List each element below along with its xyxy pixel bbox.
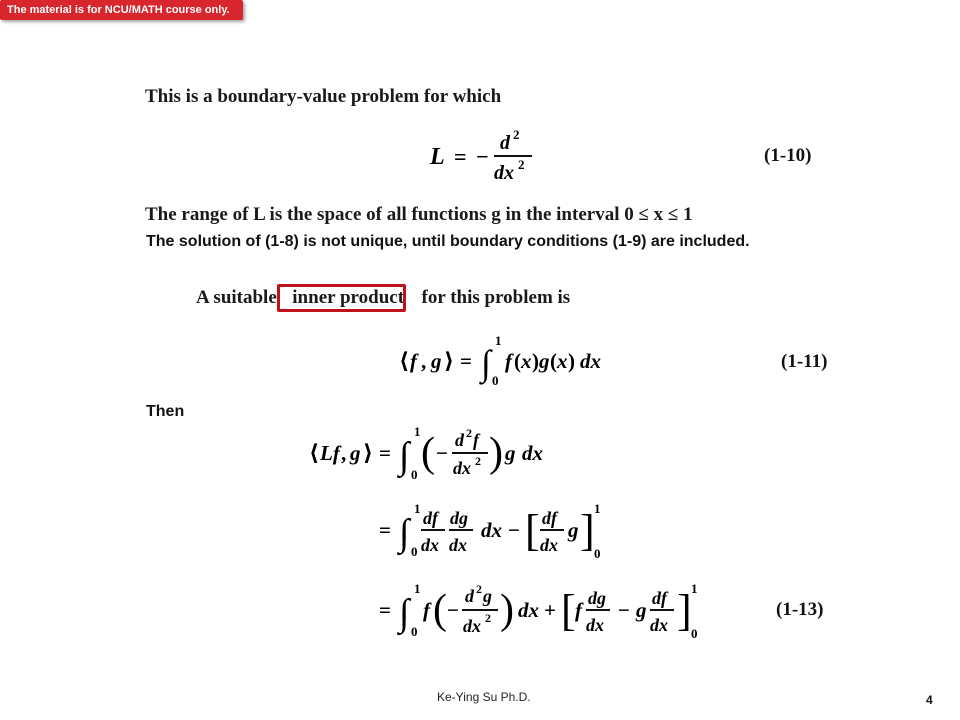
svg-text:∫: ∫ bbox=[399, 435, 410, 477]
svg-text:(: ( bbox=[514, 349, 521, 373]
svg-text:f: f bbox=[505, 349, 512, 373]
equation-number-1-11: (1-11) bbox=[781, 351, 828, 372]
svg-text:dg: dg bbox=[450, 508, 468, 528]
svg-text:=: = bbox=[379, 598, 391, 622]
svg-text:⟩: ⟩ bbox=[363, 440, 374, 465]
svg-text:0: 0 bbox=[691, 626, 698, 641]
svg-text:g: g bbox=[539, 349, 550, 373]
svg-text:g: g bbox=[636, 598, 647, 622]
svg-text:g: g bbox=[431, 349, 442, 373]
svg-text:∫: ∫ bbox=[399, 592, 410, 634]
highlight-box bbox=[277, 284, 406, 312]
inner-product-prefix: A suitable bbox=[196, 287, 277, 308]
equation-1-11 bbox=[395, 330, 615, 390]
svg-text:x: x bbox=[557, 349, 568, 373]
svg-text:dx: dx bbox=[540, 535, 558, 555]
svg-text:df: df bbox=[423, 508, 438, 528]
range-text: The range of L is the space of all functions g in the interval 0 ≤ x ≤ 1 bbox=[145, 204, 693, 225]
svg-text:2: 2 bbox=[475, 454, 481, 468]
svg-text:−: − bbox=[447, 598, 459, 622]
then-label: Then bbox=[146, 403, 185, 420]
svg-text:2: 2 bbox=[485, 611, 491, 625]
equation-number-1-13: (1-13) bbox=[776, 599, 824, 620]
svg-text:,: , bbox=[341, 441, 347, 465]
equation-line-2 bbox=[375, 495, 615, 570]
equation-number-1-10: (1-10) bbox=[764, 145, 812, 166]
svg-text:−: − bbox=[508, 518, 520, 542]
svg-text:f: f bbox=[575, 598, 582, 622]
svg-text:dx: dx bbox=[421, 535, 439, 555]
footer-author: Ke-Ying Su Ph.D. bbox=[437, 690, 531, 704]
svg-text:d: d bbox=[500, 132, 510, 154]
svg-text:1: 1 bbox=[414, 501, 421, 516]
svg-text:,: , bbox=[421, 349, 427, 373]
svg-text:d: d bbox=[455, 430, 464, 450]
svg-text:dx: dx bbox=[449, 535, 467, 555]
svg-text:): ) bbox=[489, 430, 503, 476]
svg-text:g: g bbox=[568, 518, 579, 542]
svg-text:2: 2 bbox=[518, 157, 525, 172]
svg-text:): ) bbox=[568, 349, 575, 373]
svg-text:L: L bbox=[430, 144, 445, 170]
equation-1-10 bbox=[420, 125, 560, 187]
svg-text:f: f bbox=[410, 349, 417, 373]
svg-text:1: 1 bbox=[691, 581, 698, 596]
inner-product-suffix: for this problem is bbox=[421, 287, 571, 308]
svg-text:dx: dx bbox=[586, 615, 604, 635]
uniqueness-note: The solution of (1-8) is not unique, until boundary conditions (1-9) are included. bbox=[146, 233, 750, 250]
svg-text:0: 0 bbox=[411, 544, 418, 559]
svg-text:dx: dx bbox=[463, 616, 481, 636]
svg-text:dx: dx bbox=[518, 598, 539, 622]
svg-text:f: f bbox=[473, 430, 479, 450]
svg-text:g: g bbox=[505, 441, 516, 465]
svg-text:⟨: ⟨ bbox=[309, 440, 320, 465]
svg-text:⟨: ⟨ bbox=[399, 348, 410, 373]
svg-text:1: 1 bbox=[495, 333, 502, 348]
svg-text:=: = bbox=[379, 518, 391, 542]
svg-text:): ) bbox=[500, 587, 514, 633]
svg-text:dx: dx bbox=[481, 518, 502, 542]
svg-text:f: f bbox=[423, 598, 430, 622]
svg-text:=: = bbox=[460, 349, 472, 373]
svg-text:2: 2 bbox=[476, 582, 482, 596]
svg-text:dg: dg bbox=[588, 588, 606, 608]
page-number: 4 bbox=[926, 693, 933, 707]
svg-text:∫: ∫ bbox=[481, 343, 491, 383]
svg-text:(: ( bbox=[433, 587, 447, 633]
equation-line-1 bbox=[305, 420, 565, 490]
svg-text:df: df bbox=[542, 508, 557, 528]
svg-text:=: = bbox=[454, 144, 467, 169]
svg-text:[: [ bbox=[561, 586, 576, 635]
svg-text:1: 1 bbox=[594, 501, 601, 516]
svg-text:dx: dx bbox=[650, 615, 668, 635]
equation-line-3 bbox=[375, 575, 715, 655]
svg-text:1: 1 bbox=[414, 424, 421, 439]
svg-text:Lf: Lf bbox=[320, 441, 340, 465]
svg-text:g: g bbox=[483, 586, 492, 606]
svg-text:(: ( bbox=[421, 430, 435, 476]
svg-text:0: 0 bbox=[492, 373, 499, 388]
svg-text:dx: dx bbox=[453, 458, 471, 478]
svg-text:]: ] bbox=[677, 586, 692, 635]
svg-text:]: ] bbox=[580, 506, 595, 555]
svg-text:dx: dx bbox=[522, 441, 543, 465]
svg-text:−: − bbox=[476, 144, 489, 169]
svg-text:[: [ bbox=[525, 506, 540, 555]
intro-text: This is a boundary-value problem for which bbox=[145, 86, 502, 107]
svg-text:(: ( bbox=[550, 349, 557, 373]
svg-text:): ) bbox=[532, 349, 539, 373]
svg-text:0: 0 bbox=[594, 546, 601, 561]
svg-text:2: 2 bbox=[466, 426, 472, 440]
svg-text:x: x bbox=[521, 349, 532, 373]
svg-text:1: 1 bbox=[414, 581, 421, 596]
svg-text:2: 2 bbox=[513, 127, 520, 142]
svg-text:⟩: ⟩ bbox=[444, 348, 455, 373]
svg-text:dx: dx bbox=[580, 349, 601, 373]
svg-text:+: + bbox=[544, 598, 556, 622]
course-banner-text: The material is for NCU/MATH course only. bbox=[7, 4, 230, 16]
svg-text:g: g bbox=[350, 441, 361, 465]
svg-text:dx: dx bbox=[494, 162, 514, 184]
svg-text:=: = bbox=[379, 441, 391, 465]
svg-text:0: 0 bbox=[411, 467, 418, 482]
svg-text:−: − bbox=[436, 441, 448, 465]
svg-text:∫: ∫ bbox=[399, 512, 410, 554]
svg-text:df: df bbox=[652, 588, 667, 608]
course-banner bbox=[0, 0, 243, 20]
svg-text:0: 0 bbox=[411, 624, 418, 639]
inner-product-term: inner product bbox=[292, 287, 405, 308]
svg-text:−: − bbox=[618, 598, 630, 622]
svg-text:d: d bbox=[465, 586, 474, 606]
